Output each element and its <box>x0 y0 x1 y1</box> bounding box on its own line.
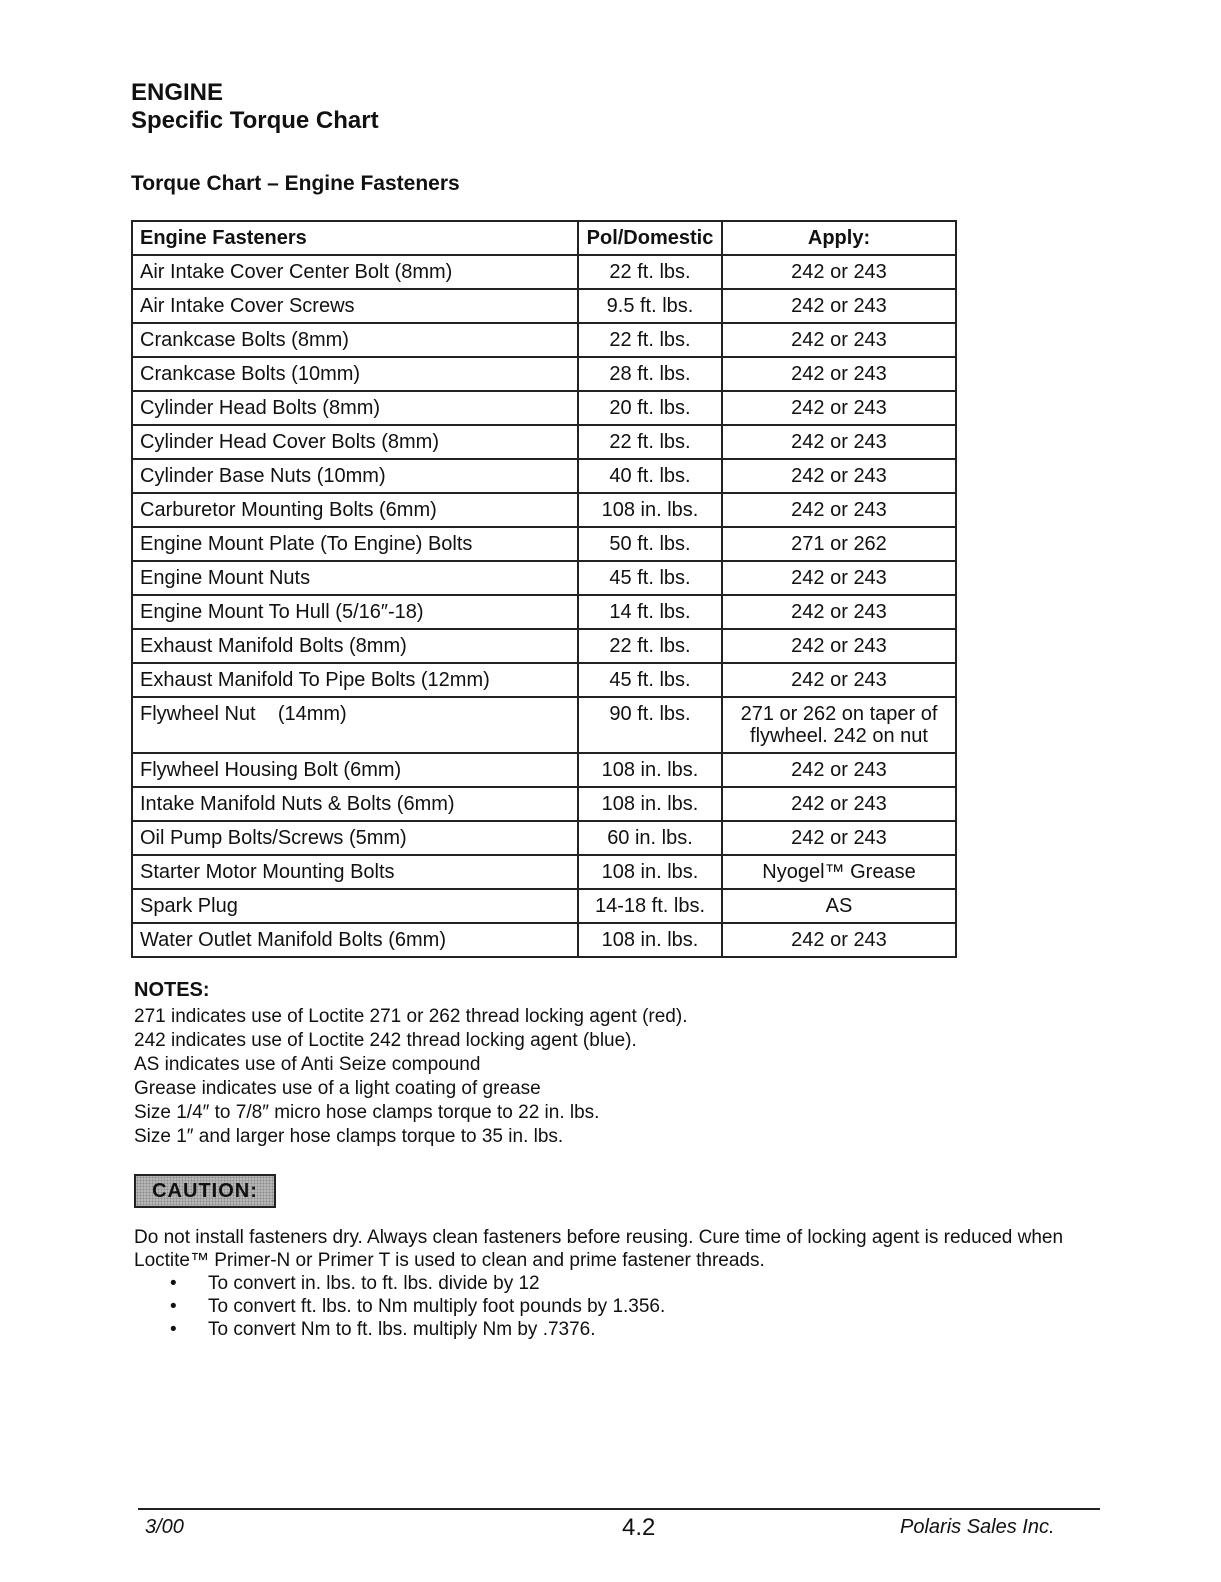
section-heading: ENGINE <box>131 79 224 106</box>
fastener-cell: Oil Pump Bolts/Screws (5mm) <box>132 821 578 855</box>
notes-heading: NOTES: <box>134 979 210 1001</box>
apply-cell: 271 or 262 <box>722 527 956 561</box>
table-row <box>132 663 956 697</box>
torque-cell: 108 in. lbs. <box>578 787 722 821</box>
table-row <box>132 357 956 391</box>
page-title: Specific Torque Chart <box>131 107 379 134</box>
fastener-cell: Intake Manifold Nuts & Bolts (6mm) <box>132 787 578 821</box>
torque-cell: 45 ft. lbs. <box>578 561 722 595</box>
fastener-cell: Engine Mount Nuts <box>132 561 578 595</box>
table-row <box>132 391 956 425</box>
apply-cell: 271 or 262 on taper of flywheel. 242 on nut <box>722 697 956 753</box>
table-row <box>132 289 956 323</box>
fastener-cell: Starter Motor Mounting Bolts <box>132 855 578 889</box>
note-line: Size 1/4″ to 7/8″ micro hose clamps torque to 22 in. lbs. <box>134 1102 600 1123</box>
table-row <box>132 561 956 595</box>
table-row <box>132 697 956 753</box>
fastener-cell: Crankcase Bolts (8mm) <box>132 323 578 357</box>
fastener-cell: Cylinder Head Cover Bolts (8mm) <box>132 425 578 459</box>
fastener-cell: Spark Plug <box>132 889 578 923</box>
torque-cell: 22 ft. lbs. <box>578 425 722 459</box>
fastener-cell: Flywheel Housing Bolt (6mm) <box>132 753 578 787</box>
apply-cell: 242 or 243 <box>722 391 956 425</box>
apply-cell: 242 or 243 <box>722 753 956 787</box>
list-item-text: To convert in. lbs. to ft. lbs. divide by 12 <box>208 1273 540 1294</box>
apply-cell: 242 or 243 <box>722 923 956 957</box>
notes-section <box>134 978 687 1149</box>
list-item-text: To convert ft. lbs. to Nm multiply foot pounds by 1.356. <box>208 1296 666 1317</box>
torque-cell: 28 ft. lbs. <box>578 357 722 391</box>
footer-rule <box>138 1508 1100 1510</box>
note-line: Size 1″ and larger hose clamps torque to 35 in. lbs. <box>134 1126 564 1147</box>
table-row <box>132 595 956 629</box>
caution-badge: CAUTION: <box>134 1174 276 1208</box>
torque-cell: 22 ft. lbs. <box>578 255 722 289</box>
note-line: 271 indicates use of Loctite 271 or 262 thread locking agent (red). <box>134 1006 688 1027</box>
fastener-cell: Water Outlet Manifold Bolts (6mm) <box>132 923 578 957</box>
fastener-cell: Exhaust Manifold Bolts (8mm) <box>132 629 578 663</box>
torque-cell: 108 in. lbs. <box>578 493 722 527</box>
apply-cell: 242 or 243 <box>722 357 956 391</box>
column-header-fasteners: Engine Fasteners <box>132 221 578 255</box>
torque-cell: 90 ft. lbs. <box>578 697 722 753</box>
footer-publisher: Polaris Sales Inc. <box>900 1516 1055 1538</box>
table-row <box>132 493 956 527</box>
torque-cell: 108 in. lbs. <box>578 923 722 957</box>
page-number: 4.2 <box>622 1514 656 1541</box>
apply-cell: 242 or 243 <box>722 821 956 855</box>
apply-cell: AS <box>722 889 956 923</box>
note-line: 242 indicates use of Loctite 242 thread locking agent (blue). <box>134 1030 637 1051</box>
conversion-list <box>170 1272 665 1341</box>
apply-cell: 242 or 243 <box>722 787 956 821</box>
apply-cell: Nyogel™ Grease <box>722 855 956 889</box>
table-row <box>132 787 956 821</box>
fastener-cell: Air Intake Cover Screws <box>132 289 578 323</box>
torque-cell: 45 ft. lbs. <box>578 663 722 697</box>
list-item-text: To convert Nm to ft. lbs. multiply Nm by .7376. <box>208 1319 596 1340</box>
table-row <box>132 821 956 855</box>
bullet-icon: • <box>170 1319 177 1340</box>
table-row <box>132 889 956 923</box>
list-item <box>170 1318 665 1341</box>
torque-cell: 9.5 ft. lbs. <box>578 289 722 323</box>
torque-cell: 14-18 ft. lbs. <box>578 889 722 923</box>
column-header-apply: Apply: <box>722 221 956 255</box>
table-row <box>132 527 956 561</box>
fastener-cell: Engine Mount Plate (To Engine) Bolts <box>132 527 578 561</box>
table-row <box>132 323 956 357</box>
apply-cell: 242 or 243 <box>722 323 956 357</box>
table-row <box>132 753 956 787</box>
bullet-icon: • <box>170 1296 177 1317</box>
torque-cell: 108 in. lbs. <box>578 753 722 787</box>
torque-cell: 50 ft. lbs. <box>578 527 722 561</box>
fastener-cell: Crankcase Bolts (10mm) <box>132 357 578 391</box>
caution-text: Do not install fasteners dry. Always clean fasteners before reusing. Cure time of locking agent is reduced when Loctite™ Primer-N or Primer T is used to clean and prime fastener threads. <box>134 1227 1064 1271</box>
note-line: AS indicates use of Anti Seize compound <box>134 1054 481 1075</box>
apply-cell: 242 or 243 <box>722 663 956 697</box>
column-header-torque: Pol/Domestic <box>578 221 722 255</box>
torque-cell: 22 ft. lbs. <box>578 629 722 663</box>
apply-cell: 242 or 243 <box>722 629 956 663</box>
note-line: Grease indicates use of a light coating of grease <box>134 1078 541 1099</box>
apply-cell: 242 or 243 <box>722 459 956 493</box>
fastener-cell: Cylinder Head Bolts (8mm) <box>132 391 578 425</box>
bullet-icon: • <box>170 1273 177 1294</box>
torque-cell: 14 ft. lbs. <box>578 595 722 629</box>
apply-cell: 242 or 243 <box>722 595 956 629</box>
table-row <box>132 255 956 289</box>
footer-date: 3/00 <box>145 1516 184 1538</box>
table-row <box>132 629 956 663</box>
torque-cell: 60 in. lbs. <box>578 821 722 855</box>
table-row <box>132 459 956 493</box>
table-title: Torque Chart – Engine Fasteners <box>131 172 460 195</box>
table-row <box>132 923 956 957</box>
table-row <box>132 425 956 459</box>
apply-cell: 242 or 243 <box>722 425 956 459</box>
apply-cell: 242 or 243 <box>722 255 956 289</box>
apply-cell: 242 or 243 <box>722 289 956 323</box>
list-item <box>170 1272 665 1295</box>
fastener-cell: Cylinder Base Nuts (10mm) <box>132 459 578 493</box>
fastener-cell: Engine Mount To Hull (5/16″-18) <box>132 595 578 629</box>
fastener-cell: Flywheel Nut (14mm) <box>132 697 578 753</box>
table-header-row <box>132 221 956 255</box>
torque-cell: 22 ft. lbs. <box>578 323 722 357</box>
apply-cell: 242 or 243 <box>722 493 956 527</box>
torque-table <box>131 220 957 958</box>
torque-cell: 40 ft. lbs. <box>578 459 722 493</box>
fastener-cell: Exhaust Manifold To Pipe Bolts (12mm) <box>132 663 578 697</box>
fastener-cell: Carburetor Mounting Bolts (6mm) <box>132 493 578 527</box>
torque-cell: 20 ft. lbs. <box>578 391 722 425</box>
list-item <box>170 1295 665 1318</box>
apply-cell: 242 or 243 <box>722 561 956 595</box>
torque-cell: 108 in. lbs. <box>578 855 722 889</box>
fastener-cell: Air Intake Cover Center Bolt (8mm) <box>132 255 578 289</box>
table-row <box>132 855 956 889</box>
